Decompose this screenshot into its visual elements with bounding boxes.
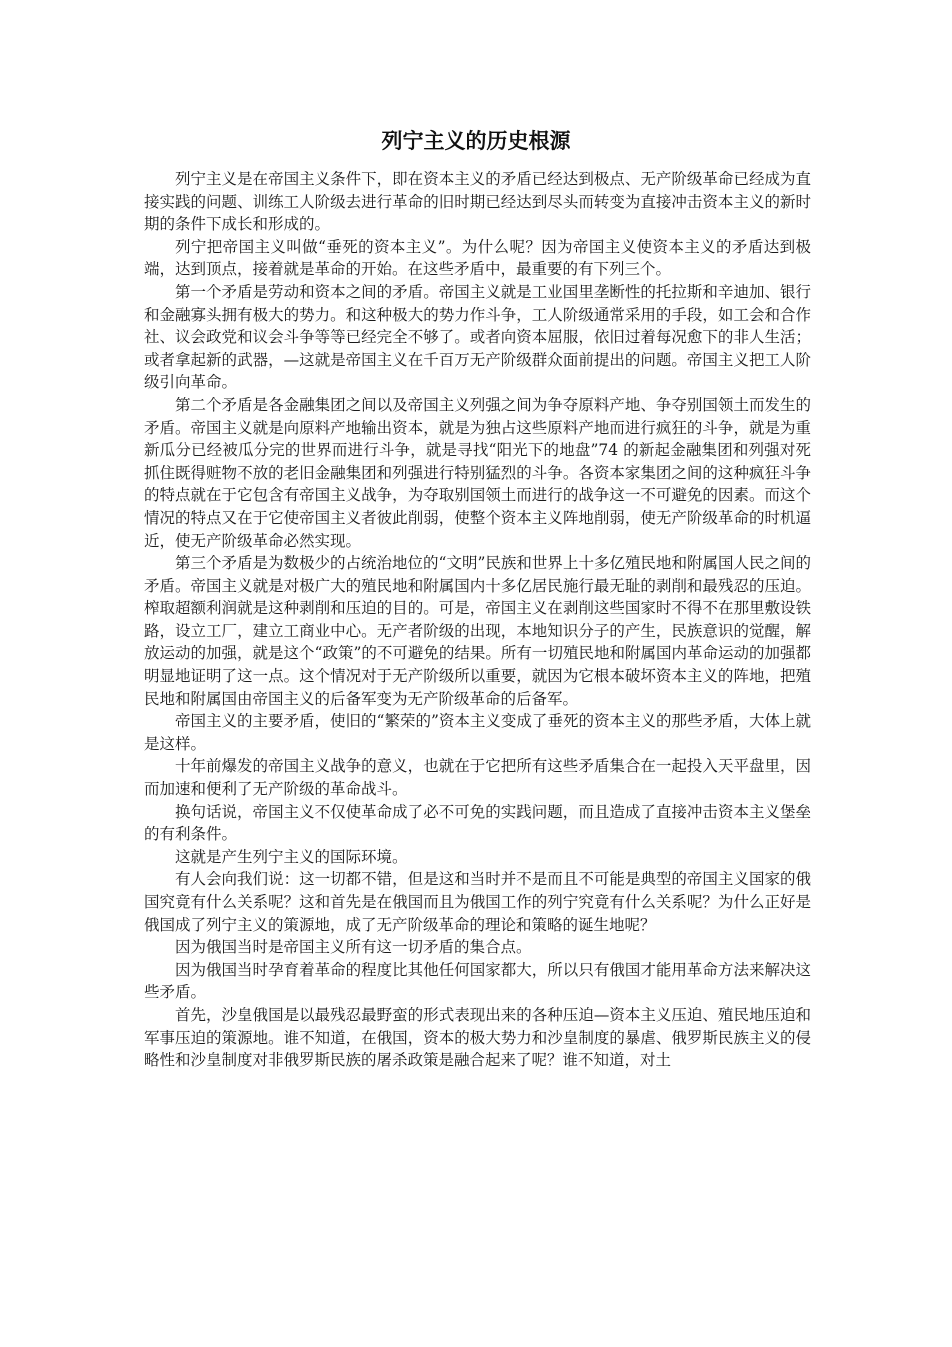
paragraph: 这就是产生列宁主义的国际环境。 — [175, 847, 408, 866]
document-title: 列宁主义的历史根源 — [381, 129, 571, 153]
paragraph: 第一个矛盾是劳动和资本之间的矛盾。帝国主义就是工业国里垄断性的托拉斯和辛迪加、银行和金融寡头拥有极大的势力。和这种极大的势力作斗争，工人阶级通常采用的手段，如工会和合作社、议会政党和议会斗争等等已经完全不够了。或者向资本屈服，依旧过着每况愈下的非人生活；或者拿起新的武器，—这就是帝国主义在千百万无产阶级群众面前提出的问题。帝国主义把工人阶级引向革命。 — [144, 282, 811, 392]
paragraph: 十年前爆发的帝国主义战争的意义，也就在于它把所有这些矛盾集合在一起投入天平盘里，因而加速和便利了无产阶级的革命战斗。 — [144, 757, 811, 799]
paragraph: 因为俄国当时是帝国主义所有这一切矛盾的集合点。 — [175, 938, 532, 957]
paragraph: 首先，沙皇俄国是以最残忍最野蛮的形式表现出来的各种压迫—资本主义压迫、殖民地压迫和军事压迫的策源地。谁不知道，在俄国，资本的极大势力和沙皇制度的暴虐、俄罗斯民族主义的侵略性和沙皇制度对非俄罗斯民族的屠杀政策是融合起来了呢？谁不知道，对土 — [144, 1005, 811, 1070]
paragraph: 列宁主义是在帝国主义条件下，即在资本主义的矛盾已经达到极点、无产阶级革命已经成为直接实践的问题、训练工人阶级去进行革命的旧时期已经达到尽头而转变为直接冲击资本主义的新时期的条件下成长和形成的。 — [144, 170, 811, 234]
paragraph: 第三个矛盾是为数极少的占统治地位的“文明”民族和世界上十多亿殖民地和附属国人民之间的矛盾。帝国主义就是对极广大的殖民地和附属国内十多亿居民施行最无耻的剥削和最残忍的压迫。榨取超额利润就是这种剥削和压迫的目的。可是，帝国主义在剥削这些国家时不得不在那里敷设铁路，设立工厂，建立工商业中心。无产者阶级的出现，本地知识分子的产生，民族意识的觉醒，解放运动的加强，就是这个“政策”的不可避免的结果。所有一切殖民地和附属国内革命运动的加强都明显地证明了这一点。这个情况对于无产阶级所以重要，就因为它根本破坏资本主义的阵地，把殖民地和附属国由帝国主义的后备军变为无产阶级革命的后备军。 — [144, 554, 811, 708]
document-body — [144, 168, 811, 1072]
paragraph: 第二个矛盾是各金融集团之间以及帝国主义列强之间为争夺原料产地、争夺别国领土而发生的矛盾。帝国主义就是向原料产地输出资本，就是为独占这些原料产地而进行疯狂的斗争，就是为重新瓜分已经被瓜分完的世界而进行斗争，就是寻找“阳光下的地盘”74 的新起金融集团和列强对死抓住既得赃物不放的老旧金融集团和列强进行特别猛烈的斗争。各资本家集团之间的这种疯狂斗争的特点就在于它包含有帝国主义战争，为夺取别国领土而进行的战争这一不可避免的因素。而这个情况的特点又在于它使帝国主义者彼此削弱，使整个资本主义阵地削弱，使无产阶级革命的时机逼近，使无产阶级革命必然实现。 — [144, 395, 811, 550]
paragraph: 因为俄国当时孕育着革命的程度比其他任何国家都大，所以只有俄国才能用革命方法来解决这些矛盾。 — [144, 960, 811, 1002]
paragraph: 换句话说，帝国主义不仅使革命成了必不可免的实践问题，而且造成了直接冲击资本主义堡垒的有利条件。 — [144, 802, 811, 844]
paragraph: 列宁把帝国主义叫做“垂死的资本主义”。为什么呢？因为帝国主义使资本主义的矛盾达到极端，达到顶点，接着就是革命的开始。在这些矛盾中，最重要的有下列三个。 — [144, 237, 811, 279]
paragraph: 有人会向我们说：这一切都不错，但是这和当时并不是而且不可能是典型的帝国主义国家的俄国究竟有什么关系呢？这和首先是在俄国而且为俄国工作的列宁究竟有什么关系呢？为什么正好是俄国成了列宁主义的策源地，成了无产阶级革命的理论和策略的诞生地呢？ — [144, 870, 811, 934]
paragraph: 帝国主义的主要矛盾，使旧的“繁荣的”资本主义变成了垂死的资本主义的那些矛盾，大体上就是这样。 — [144, 712, 811, 753]
